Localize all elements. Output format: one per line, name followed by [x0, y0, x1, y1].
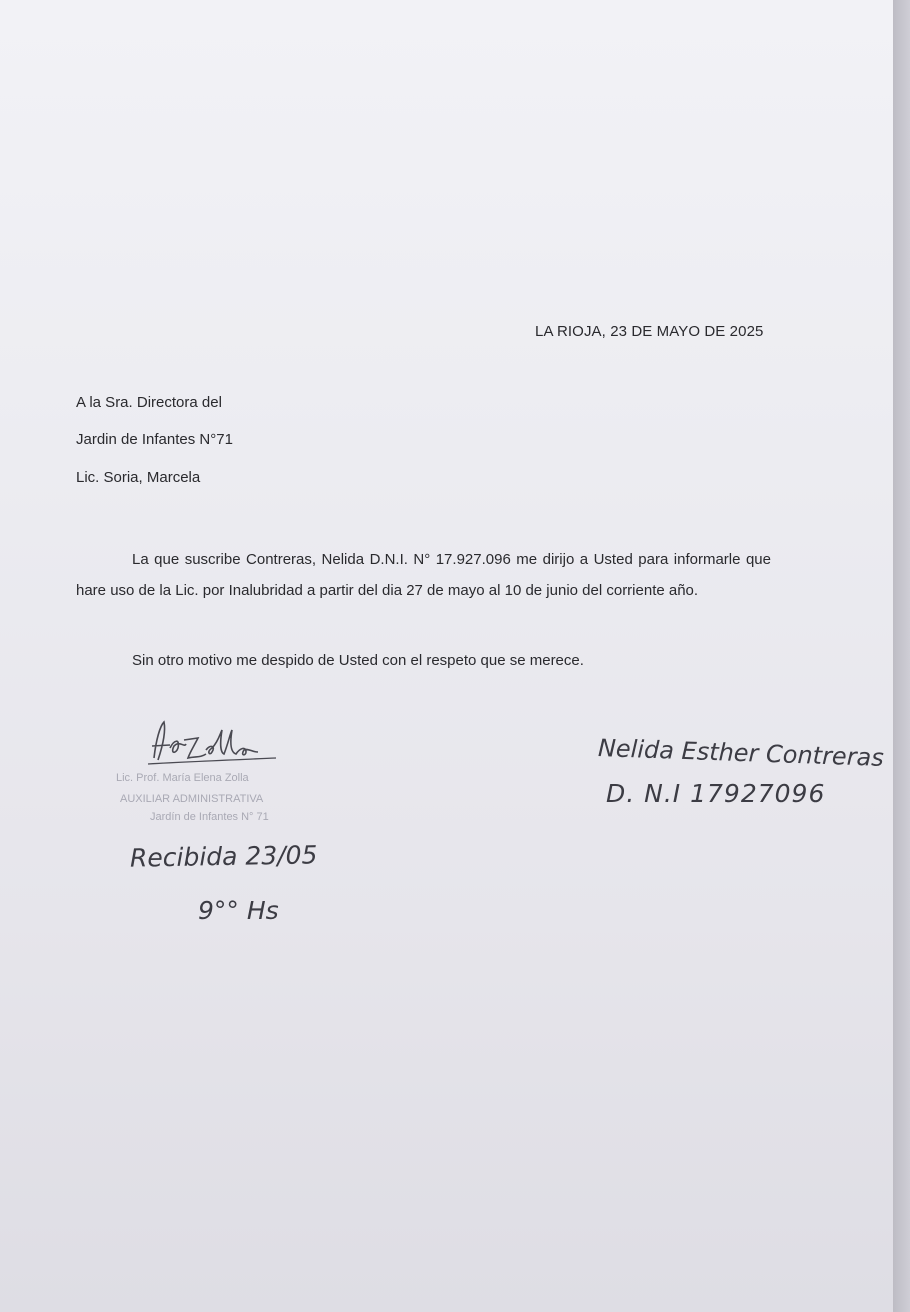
- body-paragraph-2: Sin otro motivo me despido de Usted con el respeto que se merece.: [132, 652, 584, 669]
- received-note: Recibida 23/05: [129, 840, 318, 873]
- receiver-signature: [140, 718, 285, 774]
- recipient-line-3: Lic. Soria, Marcela: [76, 469, 201, 486]
- stamp-institution: Jardín de Infantes N° 71: [150, 811, 269, 823]
- stamp-name: Lic. Prof. María Elena Zolla: [116, 772, 249, 784]
- body-paragraph-1: La que suscribe Contreras, Nelida D.N.I. N° 17.927.096 me dirijo a Usted para informarle que hare uso de la Lic. por Inalubridad a partir del dia 27 de mayo al 10 de junio del corriente año.: [76, 551, 771, 599]
- page-edge-shadow: [893, 0, 910, 1312]
- recipient-line-2: Jardin de Infantes N°71: [76, 431, 233, 448]
- stamp-title: AUXILIAR ADMINISTRATIVA: [120, 793, 264, 805]
- date-line: LA RIOJA, 23 DE MAYO DE 2025: [535, 323, 764, 340]
- sender-signature-name: Nelida Esther Contreras: [597, 734, 885, 772]
- recipient-line-1: A la Sra. Directora del: [76, 394, 222, 411]
- sender-dni: D. N.I 17927096: [606, 779, 826, 808]
- received-time: 9°° Hs: [198, 896, 279, 925]
